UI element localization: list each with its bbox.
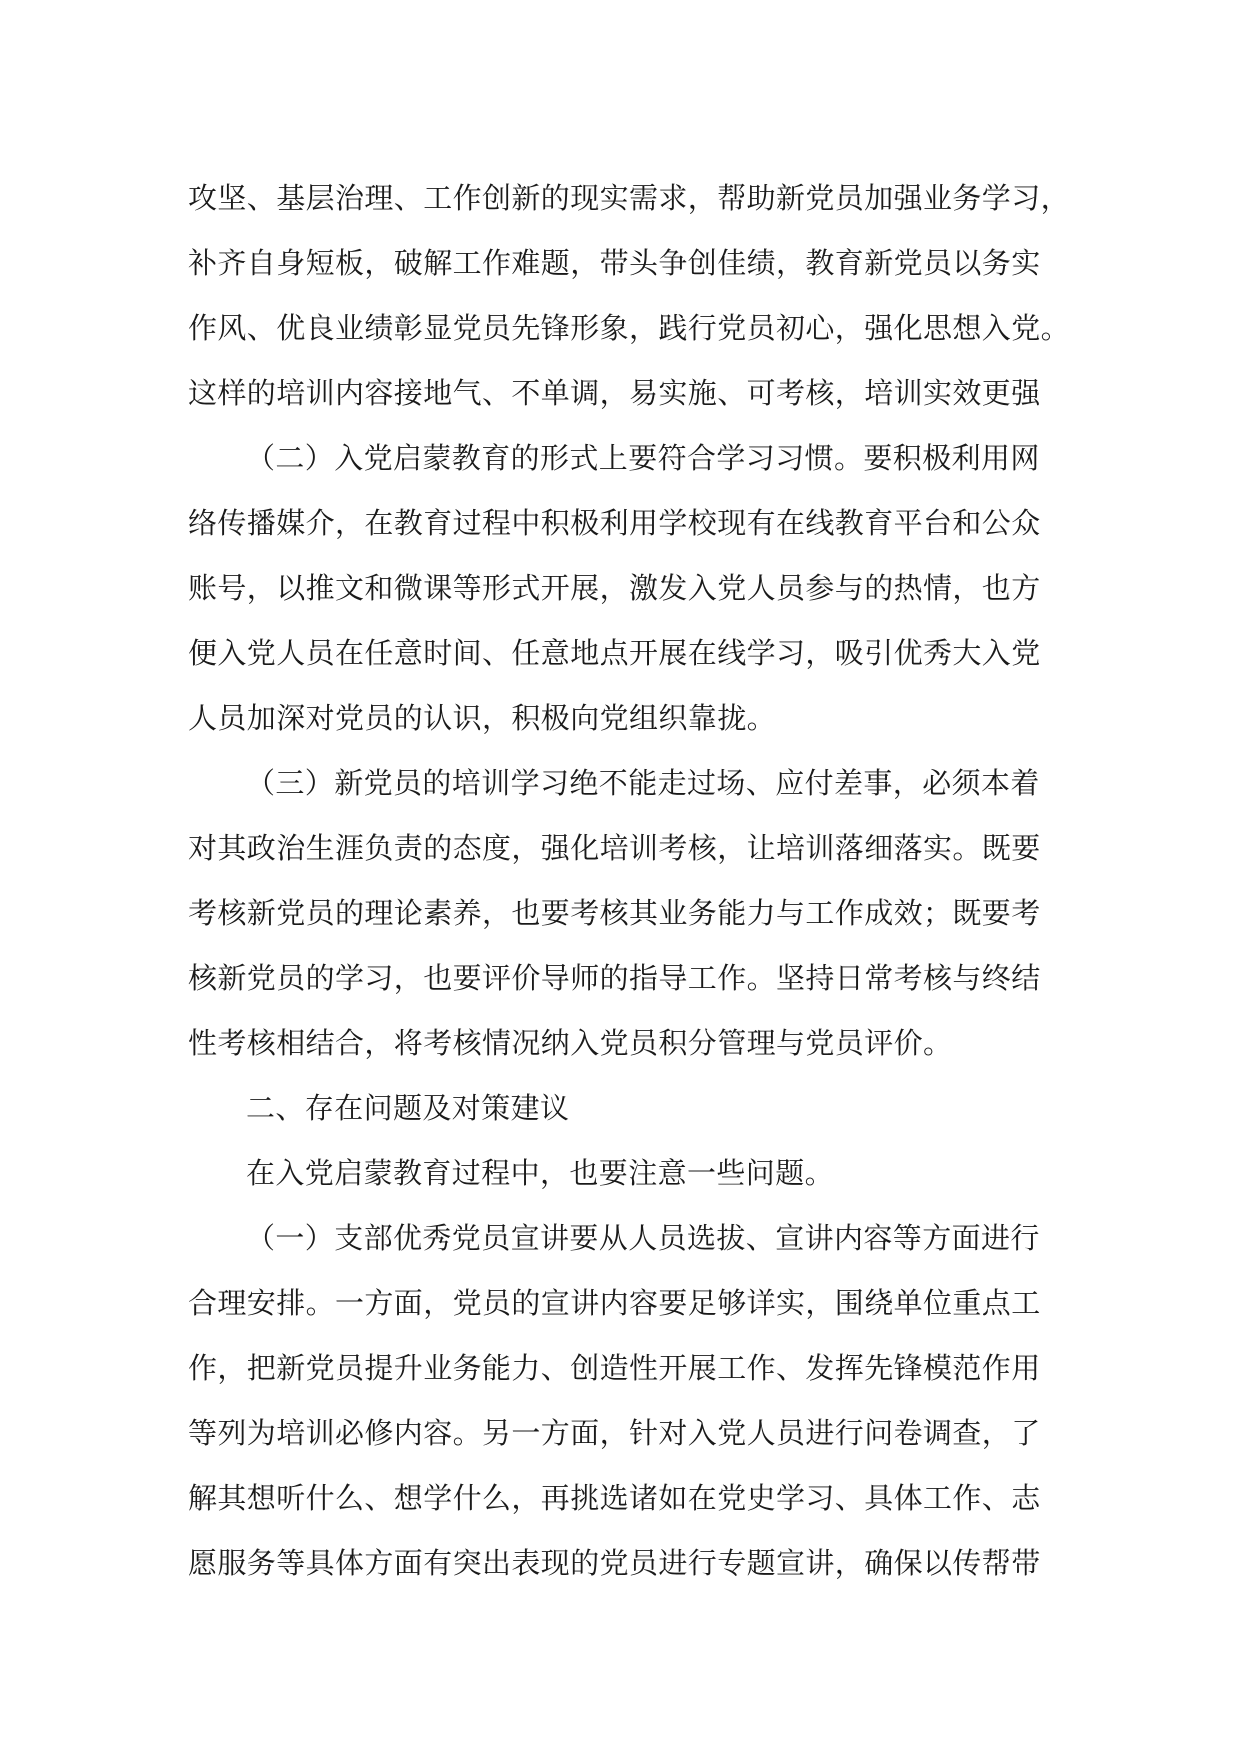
text-line: 人员加深对党员的认识，积极向党组织靠拢。 — [188, 701, 777, 735]
text-line: 便入党人员在任意时间、任意地点开展在线学习，吸引优秀大入党 — [188, 636, 1041, 670]
paragraph-subsection-1 — [188, 1206, 1058, 1596]
heading-text: 二、存在问题及对策建议 — [246, 1091, 570, 1125]
document-body — [188, 166, 1071, 1596]
paragraph-section-3 — [188, 751, 1058, 1076]
paragraph-section-2 — [188, 426, 1058, 751]
text-line: 在入党启蒙教育过程中，也要注意一些问题。 — [246, 1156, 835, 1190]
text-line: 愿服务等具体方面有突出表现的党员进行专题宣讲，确保以传帮带 — [188, 1546, 1041, 1580]
text-line: （一）支部优秀党员宣讲要从人员选拔、宣讲内容等方面进行 — [246, 1221, 1040, 1255]
section-heading — [188, 1076, 1058, 1141]
text-line: 攻坚、基层治理、工作创新的现实需求，帮助新党员加强业务学习， — [188, 181, 1071, 215]
text-line: 等列为培训必修内容。另一方面，针对入党人员进行问卷调查，了 — [188, 1416, 1041, 1450]
text-line: 解其想听什么、想学什么，再挑选诸如在党史学习、具体工作、志 — [188, 1481, 1041, 1515]
text-line: （二）入党启蒙教育的形式上要符合学习习惯。要积极利用网 — [246, 441, 1040, 475]
text-line: 账号，以推文和微课等形式开展，激发入党人员参与的热情，也方 — [188, 571, 1041, 605]
paragraph-intro — [188, 1141, 1058, 1206]
text-line: 补齐自身短板，破解工作难题，带头争创佳绩，教育新党员以务实 — [188, 246, 1041, 280]
text-line: 对其政治生涯负责的态度，强化培训考核，让培训落细落实。既要 — [188, 831, 1041, 865]
text-line: 这样的培训内容接地气、不单调，易实施、可考核，培训实效更强 — [188, 376, 1041, 410]
text-line: 络传播媒介，在教育过程中积极利用学校现有在线教育平台和公众 — [188, 506, 1041, 540]
text-line: 性考核相结合，将考核情况纳入党员积分管理与党员评价。 — [188, 1026, 953, 1060]
paragraph-continuation — [188, 166, 1071, 426]
text-line: 作，把新党员提升业务能力、创造性开展工作、发挥先锋模范作用 — [188, 1351, 1041, 1385]
text-line: （三）新党员的培训学习绝不能走过场、应付差事，必须本着 — [246, 766, 1040, 800]
text-line: 合理安排。一方面，党员的宣讲内容要足够详实，围绕单位重点工 — [188, 1286, 1041, 1320]
text-line: 核新党员的学习，也要评价导师的指导工作。坚持日常考核与终结 — [188, 961, 1041, 995]
text-line: 作风、优良业绩彰显党员先锋形象，践行党员初心，强化思想入党。 — [188, 311, 1071, 345]
text-line: 考核新党员的理论素养，也要考核其业务能力与工作成效；既要考 — [188, 896, 1041, 930]
